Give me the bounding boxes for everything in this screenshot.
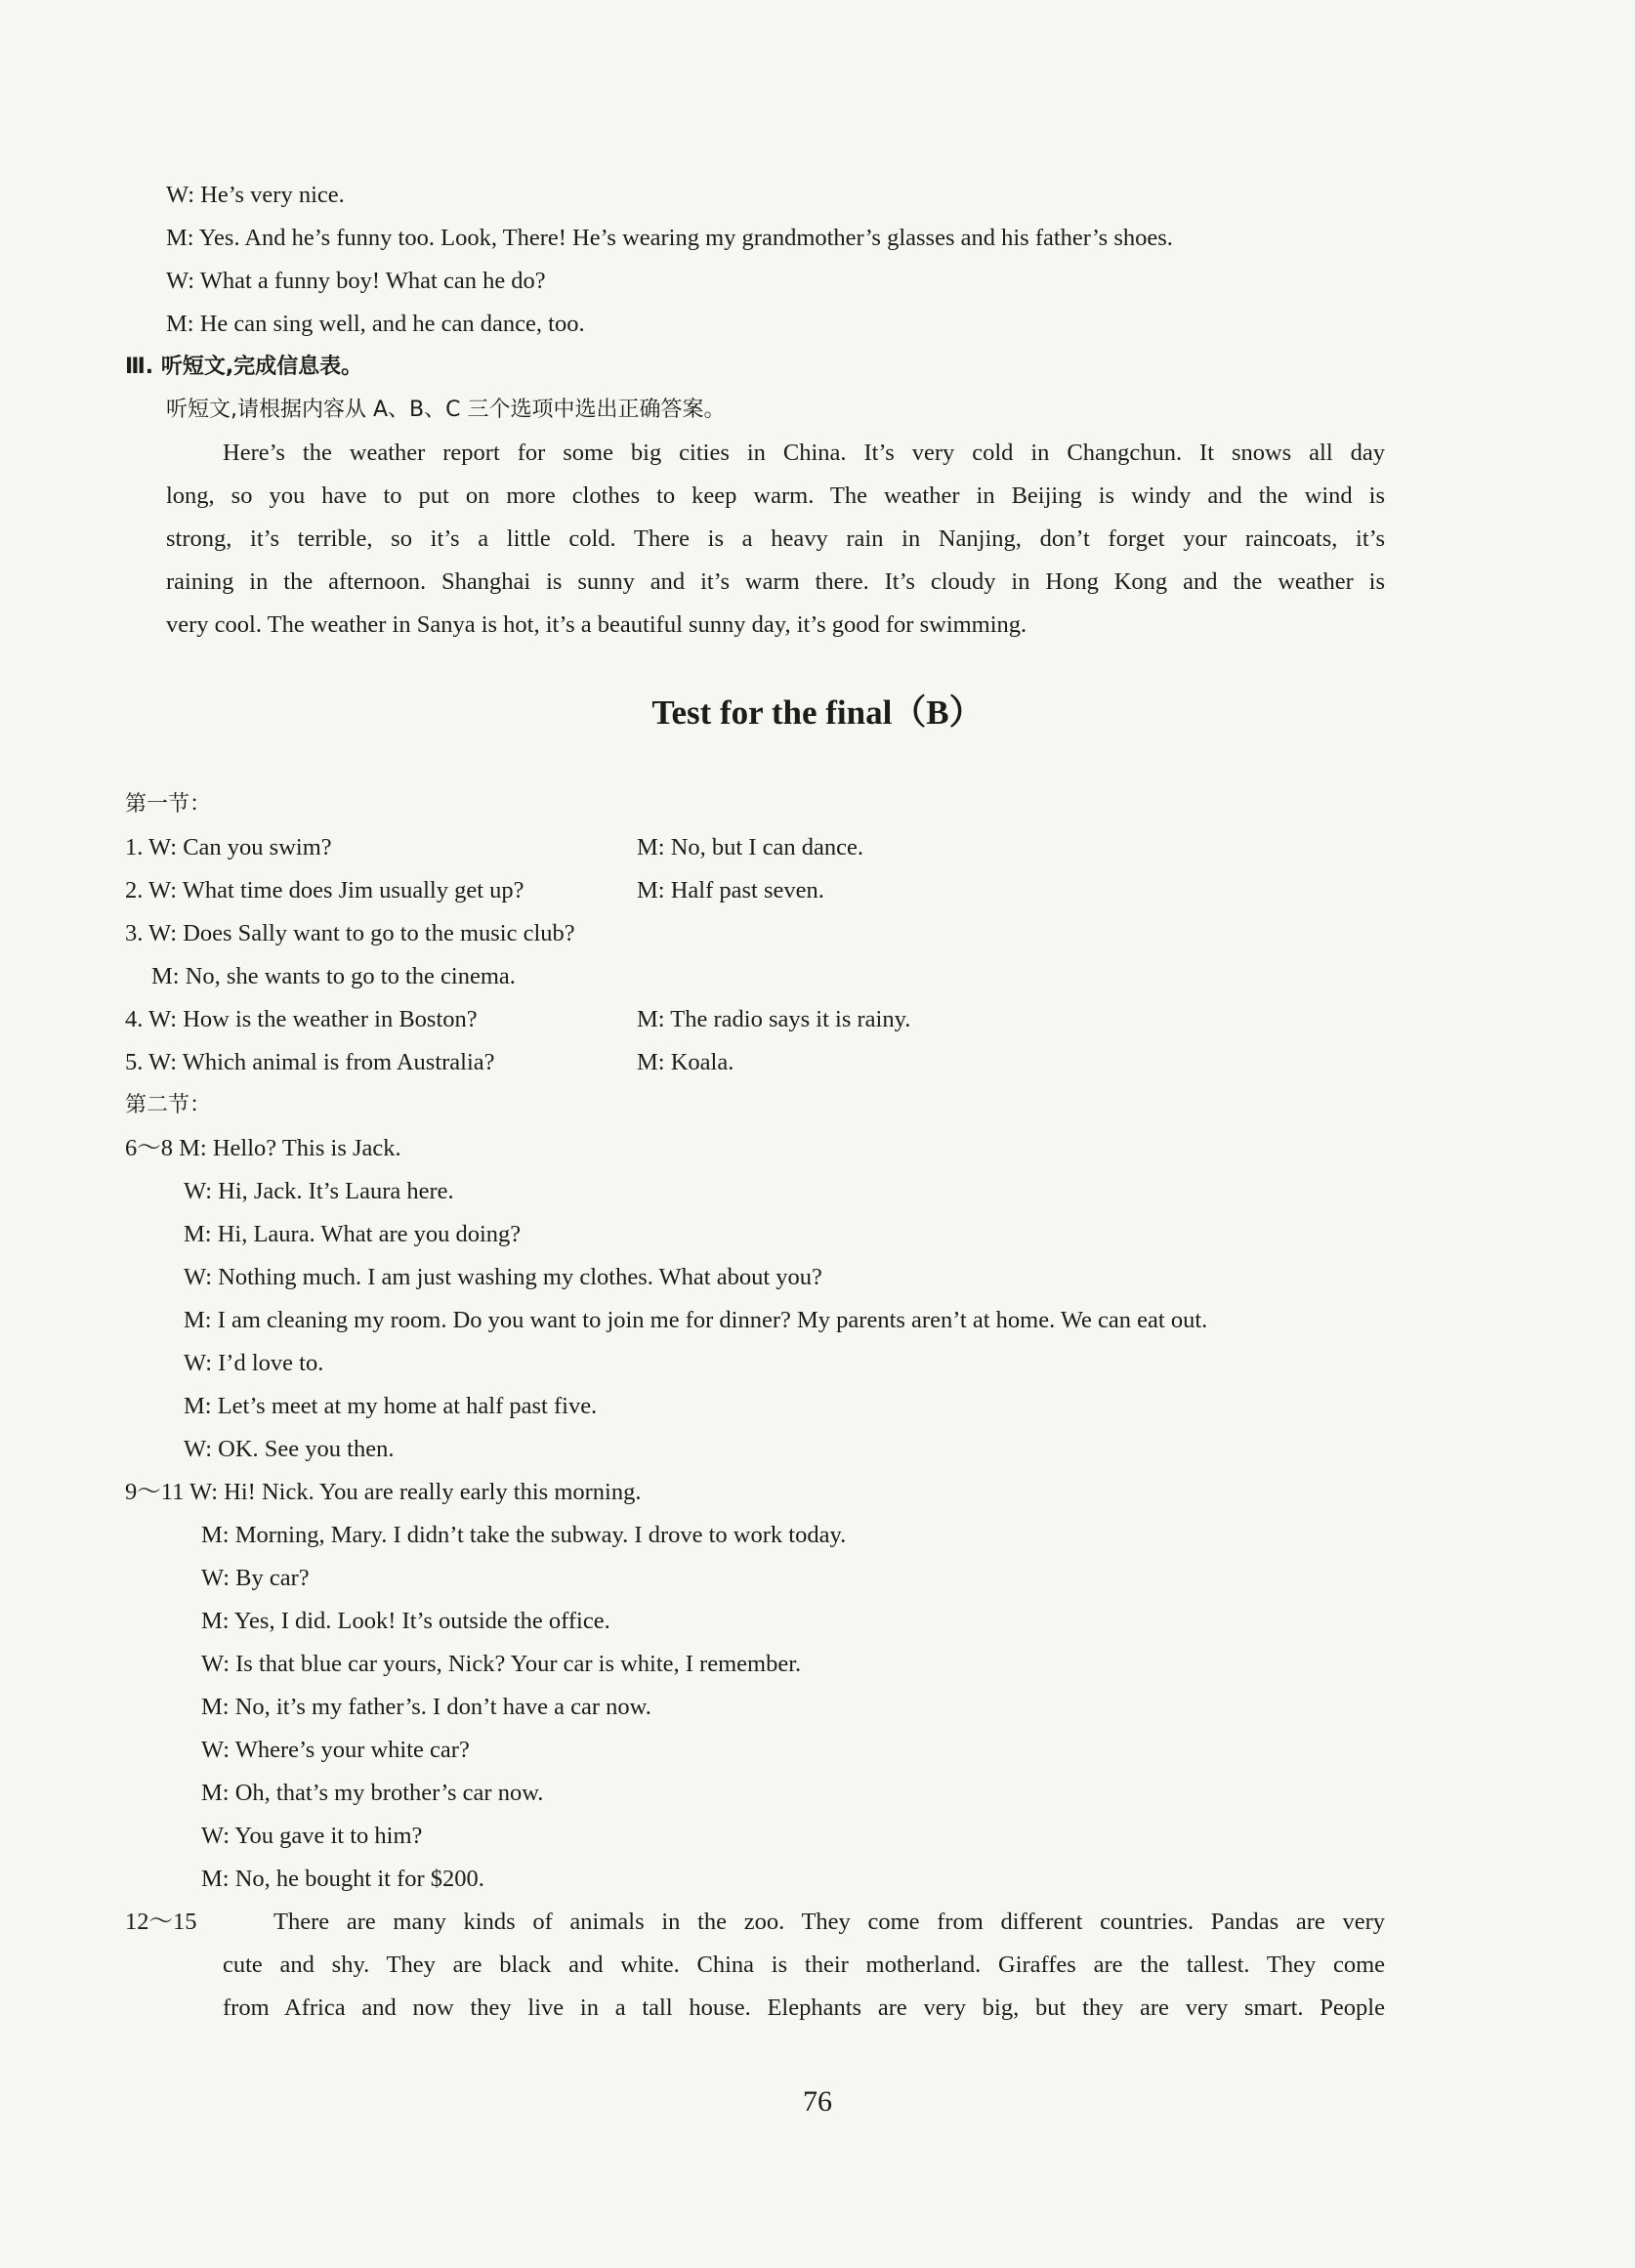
passage-number: 12～15	[125, 1909, 197, 1935]
passage-line: raining in the afternoon. Shanghai is sunny and it’s warm there. It’s cloudy in Hong Kong and the weather is	[166, 568, 1385, 595]
dialogue-line: 9～11 W: Hi! Nick. You are really early this morning.	[125, 1479, 642, 1505]
dialogue-line: M: Morning, Mary. I didn’t take the subway. I drove to work today.	[201, 1522, 847, 1548]
dialogue-line: M: No, it’s my father’s. I don’t have a car now.	[201, 1694, 651, 1720]
part-label: 第二节：	[125, 1093, 212, 1117]
page-number: 76	[803, 2085, 832, 2118]
dialogue-line: M: Yes. And he’s funny too. Look, There! He’s wearing my grandmother’s glasses and his father’s shoes.	[166, 225, 1173, 251]
dialogue-line: M: I am cleaning my room. Do you want to join me for dinner? My parents aren’t at home. We can eat out.	[184, 1307, 1208, 1333]
passage-line: cute and shy. They are black and white. China is their motherland. Giraffes are the tallest. They come	[223, 1952, 1385, 1978]
answer-line: M: Koala.	[637, 1049, 734, 1075]
question-line: 1. W: Can you swim?	[125, 834, 332, 861]
dialogue-line: W: Is that blue car yours, Nick? Your car is white, I remember.	[201, 1651, 802, 1677]
dialogue-line: W: By car?	[201, 1565, 310, 1591]
dialogue-line: M: Yes, I did. Look! It’s outside the office.	[201, 1608, 610, 1634]
answer-line: M: The radio says it is rainy.	[637, 1006, 911, 1032]
passage-line: from Africa and now they live in a tall house. Elephants are very big, but they are very smart. People	[223, 1995, 1385, 2021]
passage-line: Here’s the weather report for some big cities in China. It’s very cold in Changchun. It snows all day	[223, 440, 1385, 466]
question-line: 3. W: Does Sally want to go to the music club?	[125, 920, 575, 946]
dialogue-line: M: Oh, that’s my brother’s car now.	[201, 1780, 544, 1806]
question-line: 5. W: Which animal is from Australia?	[125, 1049, 495, 1075]
dialogue-line: W: He’s very nice.	[166, 182, 345, 208]
dialogue-line: 6～8 M: Hello? This is Jack.	[125, 1135, 401, 1161]
dialogue-line: W: What a funny boy! What can he do?	[166, 268, 546, 294]
answer-line: M: No, she wants to go to the cinema.	[151, 963, 516, 989]
test-title: Test for the final（B）	[651, 693, 984, 732]
passage-line: strong, it’s terrible, so it’s a little cold. There is a heavy rain in Nanjing, don’t forget your raincoats, it’s	[166, 525, 1385, 552]
passage-line: long, so you have to put on more clothes to keep warm. The weather in Beijing is windy and the wind is	[166, 483, 1385, 509]
section-heading: Ⅲ. 听短文,完成信息表。	[125, 355, 363, 379]
answer-line: M: No, but I can dance.	[637, 834, 863, 861]
dialogue-line: W: I’d love to.	[184, 1350, 324, 1376]
dialogue-line: W: Nothing much. I am just washing my clothes. What about you?	[184, 1264, 822, 1290]
dialogue-line: W: OK. See you then.	[184, 1436, 395, 1462]
answer-line: M: Half past seven.	[637, 877, 824, 903]
part-label: 第一节：	[125, 792, 212, 817]
dialogue-line: M: No, he bought it for $200.	[201, 1866, 484, 1892]
dialogue-line: W: You gave it to him?	[201, 1823, 423, 1849]
dialogue-line: M: Hi, Laura. What are you doing?	[184, 1221, 522, 1247]
passage-line: There are many kinds of animals in the zoo. They come from different countries. Pandas are very	[273, 1909, 1385, 1935]
dialogue-line: M: He can sing well, and he can dance, too.	[166, 311, 585, 337]
dialogue-line: M: Let’s meet at my home at half past five.	[184, 1393, 598, 1419]
passage-line: very cool. The weather in Sanya is hot, it’s a beautiful sunny day, it’s good for swimming.	[166, 611, 1027, 638]
dialogue-line: W: Where’s your white car?	[201, 1737, 470, 1763]
section-instruction: 听短文,请根据内容从 A、B、C 三个选项中选出正确答案。	[166, 398, 726, 422]
dialogue-line: W: Hi, Jack. It’s Laura here.	[184, 1178, 454, 1204]
question-line: 2. W: What time does Jim usually get up?	[125, 877, 524, 903]
question-line: 4. W: How is the weather in Boston?	[125, 1006, 478, 1032]
